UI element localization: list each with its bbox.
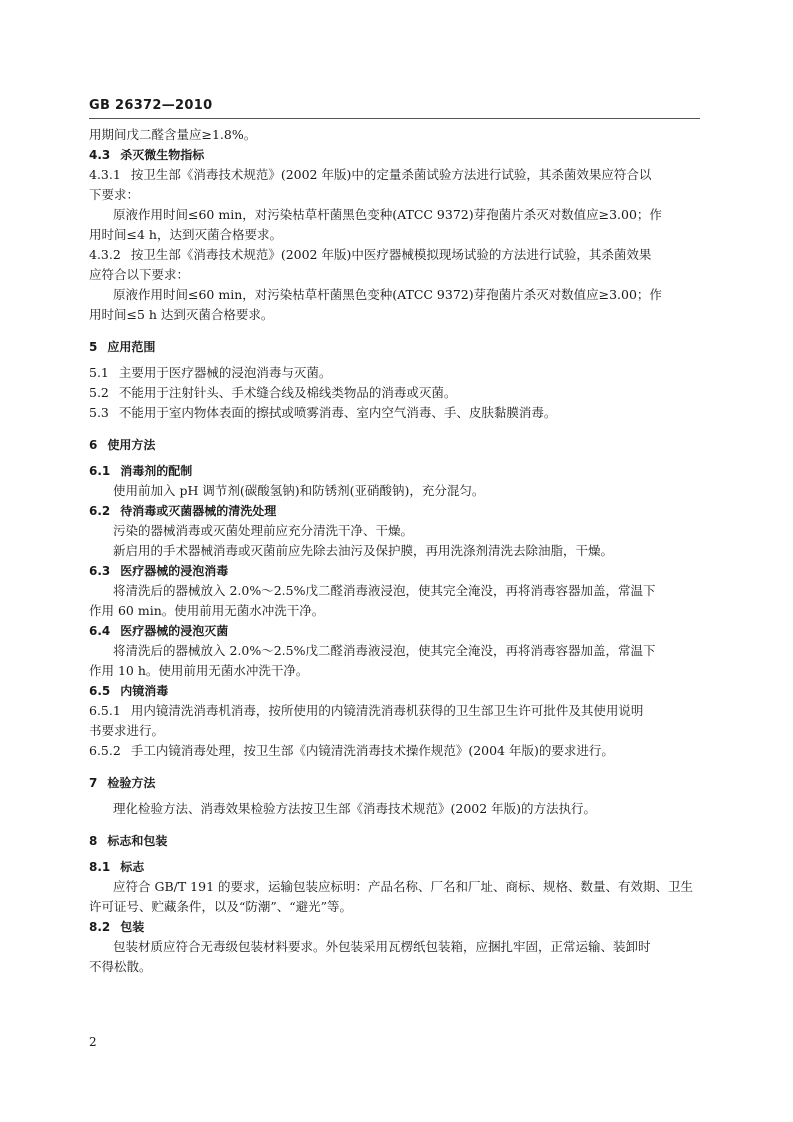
standard-number-header: GB 26372—2010 bbox=[89, 98, 213, 113]
text-line: 污染的器械消毒或灭菌处理前应充分清洗干净、干燥。 bbox=[113, 523, 414, 538]
text-line: 作用 60 min。使用前用无菌水冲洗干净。 bbox=[89, 603, 325, 618]
section-heading-7: 7 检验方法 bbox=[89, 776, 156, 790]
clause-4-3-1: 4.3.1 按卫生部《消毒技术规范》(2002 年版)中的定量杀菌试验方法进行试验，其杀菌效果应符合以 bbox=[89, 167, 652, 182]
section-heading-6: 6 使用方法 bbox=[89, 438, 156, 452]
text-line: 使用前加入 pH 调节剂(碳酸氢钠)和防锈剂(亚硝酸钠)，充分混匀。 bbox=[113, 483, 485, 498]
text-line: 不得松散。 bbox=[89, 959, 152, 974]
text-line: 包装材质应符合无毒级包装材料要求。外包装采用瓦楞纸包装箱，应捆扎牢固，正常运输、装卸时 bbox=[113, 939, 651, 954]
clause-6-5-2: 6.5.2 手工内镜消毒处理，按卫生部《内镜清洗消毒技术操作规范》(2004 年版)的要求进行。 bbox=[89, 743, 614, 758]
section-heading-8-2: 8.2 包装 bbox=[89, 920, 145, 934]
section-heading-5: 5 应用范围 bbox=[89, 340, 156, 354]
section-heading-8-1: 8.1 标志 bbox=[89, 860, 145, 874]
clause-6-5-1: 6.5.1 用内镜清洗消毒机消毒，按所使用的内镜清洗消毒机获得的卫生部卫生许可批件及其使用说明 bbox=[89, 703, 644, 718]
clause-4-3-2: 4.3.2 按卫生部《消毒技术规范》(2002 年版)中医疗器械模拟现场试验的方法进行试验，其杀菌效果 bbox=[89, 247, 652, 262]
text-line: 将清洗后的器械放入 2.0%～2.5%戊二醛消毒液浸泡，使其完全淹没，再将消毒容器加盖，常温下 bbox=[113, 643, 656, 658]
header-divider bbox=[89, 118, 700, 119]
text-line: 原液作用时间≤60 min，对污染枯草杆菌黑色变种(ATCC 9372)芽孢菌片杀灭对数值应≥3.00；作 bbox=[113, 207, 662, 222]
clause-5-3: 5.3 不能用于室内物体表面的擦拭或喷雾消毒、室内空气消毒、手、皮肤黏膜消毒。 bbox=[89, 405, 557, 420]
document-body bbox=[89, 125, 699, 977]
section-heading-6-5: 6.5 内镜消毒 bbox=[89, 684, 169, 698]
text-line: 理化检验方法、消毒效果检验方法按卫生部《消毒技术规范》(2002 年版)的方法执行。 bbox=[113, 801, 597, 816]
text-line: 将清洗后的器械放入 2.0%～2.5%戊二醛消毒液浸泡，使其完全淹没，再将消毒容器加盖，常温下 bbox=[113, 583, 656, 598]
section-heading-6-3: 6.3 医疗器械的浸泡消毒 bbox=[89, 564, 229, 578]
section-heading-6-4: 6.4 医疗器械的浸泡灭菌 bbox=[89, 624, 229, 638]
section-heading-8: 8 标志和包装 bbox=[89, 834, 168, 848]
section-heading-4-3: 4.3 杀灭微生物指标 bbox=[89, 148, 205, 162]
text-line: 作用 10 h。使用前用无菌水冲洗干净。 bbox=[89, 663, 309, 678]
text-line: 新启用的手术器械消毒或灭菌前应先除去油污及保护膜，再用洗涤剂清洗去除油脂，干燥。 bbox=[113, 543, 614, 558]
text-line: 应符合 GB/T 191 的要求，运输包装应标明：产品名称、厂名和厂址、商标、规格、数量、有效期、卫生 bbox=[113, 879, 694, 894]
section-heading-6-1: 6.1 消毒剂的配制 bbox=[89, 464, 193, 478]
text-line: 许可证号、贮藏条件，以及“防潮”、“避光”等。 bbox=[89, 899, 353, 914]
text-line: 应符合以下要求： bbox=[89, 267, 190, 282]
page-number: 2 bbox=[89, 1035, 97, 1049]
text-line: 下要求： bbox=[89, 187, 140, 202]
section-heading-6-2: 6.2 待消毒或灭菌器械的清洗处理 bbox=[89, 504, 277, 518]
clause-5-2: 5.2 不能用于注射针头、手术缝合线及棉线类物品的消毒或灭菌。 bbox=[89, 385, 457, 400]
text-line: 原液作用时间≤60 min，对污染枯草杆菌黑色变种(ATCC 9372)芽孢菌片杀灭对数值应≥3.00；作 bbox=[113, 287, 662, 302]
clause-5-1: 5.1 主要用于医疗器械的浸泡消毒与灭菌。 bbox=[89, 365, 332, 380]
text-line: 用时间≤4 h，达到灭菌合格要求。 bbox=[89, 227, 282, 242]
text-line: 用时间≤5 h 达到灭菌合格要求。 bbox=[89, 307, 274, 322]
text-line: 用期间戊二醛含量应≥1.8%。 bbox=[89, 127, 257, 142]
text-line: 书要求进行。 bbox=[89, 723, 165, 738]
